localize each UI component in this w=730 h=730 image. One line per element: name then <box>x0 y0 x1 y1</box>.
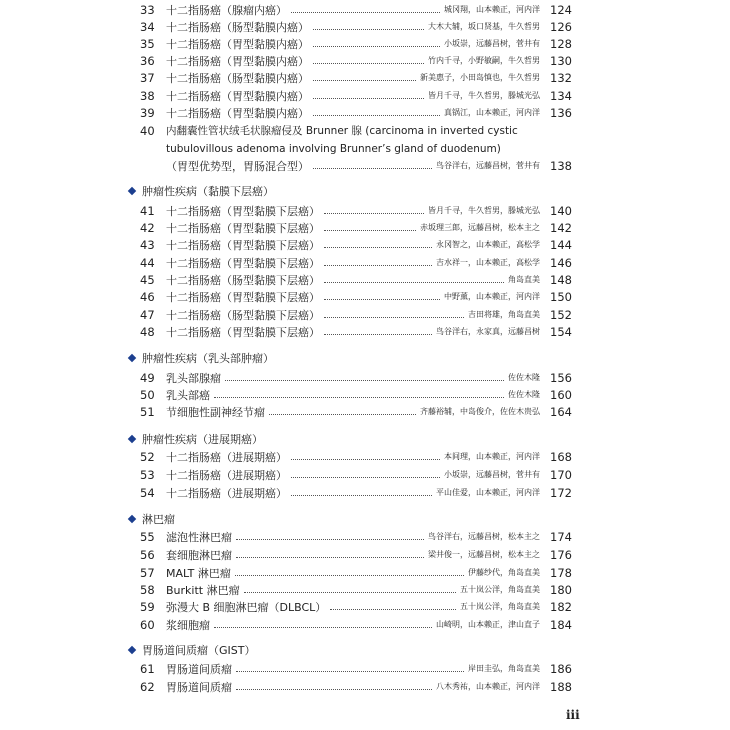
entry-title: 十二指肠癌（肠型黏膜内癌） <box>166 20 309 34</box>
entry-page: 164 <box>550 404 572 419</box>
section-title: 淋巴瘤 <box>142 513 175 526</box>
entry-authors: 八木秀祐，山本赖正，河内洋 <box>436 682 540 691</box>
section-heading <box>129 431 263 447</box>
entry-authors: 角岛直美 <box>508 275 540 284</box>
entry-title-line2: tubulovillous adenoma involving Brunner’s gland of duodenum) <box>166 142 501 155</box>
toc-entry[interactable] <box>140 678 572 695</box>
entry-number: 39 <box>140 105 155 120</box>
section-title: 胃肠道间质瘤（GIST） <box>142 644 256 657</box>
entry-title: 十二指肠癌（胃型黏膜下层癌） <box>166 325 320 339</box>
dot-leader <box>236 539 424 540</box>
entry-page: 126 <box>550 19 572 34</box>
entry-title: 十二指肠癌（胃型黏膜下层癌） <box>166 256 320 270</box>
dot-leader <box>225 380 504 381</box>
entry-title: 弥漫大 B 细胞淋巴瘤（DLBCL） <box>166 600 327 614</box>
dot-leader <box>324 282 504 283</box>
entry-title: 乳头部癌 <box>166 388 210 402</box>
entry-title: 十二指肠癌（胃型黏膜内癌） <box>166 89 309 103</box>
toc-entry[interactable] <box>140 69 572 86</box>
entry-number: 50 <box>140 387 155 402</box>
entry-authors: 吉田将雄，角岛直美 <box>468 310 540 319</box>
toc-entry[interactable] <box>140 448 572 465</box>
entry-authors: 伊藤纱代，角岛直美 <box>468 568 540 577</box>
entry-number: 56 <box>140 547 155 562</box>
toc-entry[interactable] <box>140 581 572 598</box>
section-title: 肿瘤性疾病（黏膜下层癌） <box>142 185 274 198</box>
entry-authors: 大木大辅，坂口贤基，牛久哲男 <box>428 22 540 31</box>
entry-title-line1: 内翻囊性管状绒毛状腺瘤侵及 Brunner 腺 (carcinoma in inverted cystic <box>166 125 518 137</box>
toc-entry[interactable] <box>140 1 572 18</box>
toc-entry-continuation <box>166 157 572 174</box>
entry-number: 55 <box>140 529 155 544</box>
entry-page: 146 <box>550 255 572 270</box>
section-heading <box>129 511 175 527</box>
dot-leader <box>324 265 432 266</box>
entry-authors: 山崎明，山本赖正，津山直子 <box>436 620 540 629</box>
entry-number: 62 <box>140 679 155 694</box>
entry-number: 52 <box>140 449 155 464</box>
entry-title: 十二指肠癌（胃型黏膜内癌） <box>166 106 309 120</box>
entry-title: 十二指肠癌（胃型黏膜下层癌） <box>166 238 320 252</box>
entry-page: 184 <box>550 617 572 632</box>
section-heading <box>129 183 274 199</box>
toc-entry[interactable] <box>140 660 572 677</box>
entry-number: 49 <box>140 370 155 385</box>
entry-title: 十二指肠癌（胃型黏膜下层癌） <box>166 290 320 304</box>
dot-leader <box>313 168 432 169</box>
dot-leader <box>291 495 432 496</box>
dot-leader <box>291 459 440 460</box>
entry-title: 十二指肠癌（肠型黏膜下层癌） <box>166 273 320 287</box>
entry-page: 144 <box>550 237 572 252</box>
dot-leader <box>313 46 440 47</box>
entry-authors: 永冈智之，山本赖正，高松学 <box>436 240 540 249</box>
dot-leader <box>313 115 440 116</box>
entry-page: 132 <box>550 70 572 85</box>
entry-number: 46 <box>140 289 155 304</box>
entry-authors: 梁井俊一，远藤昌树，松本主之 <box>428 550 540 559</box>
toc-entry[interactable] <box>140 254 572 271</box>
entry-authors: 齐藤裕辅，中岛俊介，佐佐木贵弘 <box>420 407 540 416</box>
entry-title: 十二指肠癌（进展期癌） <box>166 468 287 482</box>
entry-title: 十二指肠癌（肠型黏膜下层癌） <box>166 308 320 322</box>
entry-page: 152 <box>550 307 572 322</box>
entry-number: 36 <box>140 53 155 68</box>
dot-leader <box>313 98 424 99</box>
entry-title: 十二指肠癌（胃型黏膜下层癌） <box>166 204 320 218</box>
entry-page: 180 <box>550 582 572 597</box>
entry-authors: 皆月千寻，牛久哲男，滕城光弘 <box>428 206 540 215</box>
dot-leader <box>313 80 416 81</box>
entry-authors: 五十岚公洋，角岛直美 <box>460 602 540 611</box>
dot-leader <box>324 299 440 300</box>
toc-entry[interactable] <box>140 386 572 403</box>
entry-title: 节细胞性副神经节瘤 <box>166 405 265 419</box>
toc-entry[interactable] <box>140 369 572 386</box>
entry-authors: 本间理，山本赖正，河内洋 <box>444 452 540 461</box>
entry-title: 十二指肠癌（肠型黏膜内癌） <box>166 71 309 85</box>
entry-page: 150 <box>550 289 572 304</box>
dot-leader <box>214 397 504 398</box>
entry-page: 124 <box>550 2 572 17</box>
entry-authors: 中野薰，山本赖正，河内洋 <box>444 292 540 301</box>
entry-page: 176 <box>550 547 572 562</box>
section-heading <box>129 642 255 658</box>
diamond-bullet-icon <box>128 187 136 195</box>
entry-page: 128 <box>550 36 572 51</box>
entry-authors: 鸟谷洋右，远藤昌树，松本主之 <box>428 532 540 541</box>
entry-title: 胃肠道间质瘤 <box>166 662 232 676</box>
entry-page: 138 <box>550 158 572 173</box>
entry-authors: 真锅江，山本赖正，河内洋 <box>444 108 540 117</box>
entry-number: 58 <box>140 582 155 597</box>
entry-page: 178 <box>550 565 572 580</box>
entry-authors: 吉水祥一，山本赖正，高松学 <box>436 258 540 267</box>
entry-page: 160 <box>550 387 572 402</box>
section-title: 肿瘤性疾病（进展期癌） <box>142 433 263 446</box>
toc-entry-continuation <box>166 140 572 157</box>
entry-authors: 皆月千寻，牛久哲男，滕城光弘 <box>428 91 540 100</box>
toc-entry-multiline[interactable] <box>140 122 572 139</box>
toc-entry[interactable] <box>140 202 572 219</box>
entry-number: 48 <box>140 324 155 339</box>
entry-number: 60 <box>140 617 155 632</box>
dot-leader <box>324 230 416 231</box>
toc-entry[interactable] <box>140 598 572 615</box>
entry-number: 40 <box>140 123 155 138</box>
entry-number: 47 <box>140 307 155 322</box>
entry-authors: 鸟谷洋右，远藤昌树，菅井有 <box>436 161 540 170</box>
dot-leader <box>236 557 424 558</box>
entry-number: 34 <box>140 19 155 34</box>
dot-leader <box>313 29 424 30</box>
entry-page: 168 <box>550 449 572 464</box>
entry-authors: 五十岚公洋，角岛直美 <box>460 585 540 594</box>
entry-authors: 佐佐木隆 <box>508 373 540 382</box>
toc-entry[interactable] <box>140 323 572 340</box>
dot-leader <box>235 575 464 576</box>
entry-title-line3: （胃型优势型，胃肠混合型） <box>166 159 309 173</box>
dot-leader <box>269 414 416 415</box>
entry-title: Burkitt 淋巴瘤 <box>166 583 240 597</box>
entry-page: 188 <box>550 679 572 694</box>
entry-number: 42 <box>140 220 155 235</box>
entry-number: 43 <box>140 237 155 252</box>
entry-page: 148 <box>550 272 572 287</box>
entry-authors: 城冈翔，山本赖正，河内洋 <box>444 5 540 14</box>
entry-title: 十二指肠癌（胃型黏膜内癌） <box>166 54 309 68</box>
entry-authors: 佐佐木隆 <box>508 390 540 399</box>
dot-leader <box>330 609 456 610</box>
dot-leader <box>236 671 464 672</box>
diamond-bullet-icon <box>128 515 136 523</box>
entry-title: 滤泡性淋巴瘤 <box>166 530 232 544</box>
toc-entry[interactable] <box>140 528 572 545</box>
entry-authors: 新美惠子，小田岛慎也，牛久哲男 <box>420 73 540 82</box>
toc-entry[interactable] <box>140 564 572 581</box>
toc-entry[interactable] <box>140 616 572 633</box>
entry-title: 乳头部腺瘤 <box>166 371 221 385</box>
entry-number: 51 <box>140 404 155 419</box>
dot-leader <box>244 592 456 593</box>
entry-page: 134 <box>550 88 572 103</box>
entry-page: 186 <box>550 661 572 676</box>
entry-page: 142 <box>550 220 572 235</box>
entry-page: 174 <box>550 529 572 544</box>
entry-title: 套细胞淋巴瘤 <box>166 548 232 562</box>
toc-entry[interactable] <box>140 403 572 420</box>
entry-number: 35 <box>140 36 155 51</box>
diamond-bullet-icon <box>128 435 136 443</box>
entry-page: 140 <box>550 203 572 218</box>
entry-number: 38 <box>140 88 155 103</box>
toc-entry[interactable] <box>140 466 572 483</box>
entry-number: 54 <box>140 485 155 500</box>
entry-title: 十二指肠癌（进展期癌） <box>166 450 287 464</box>
entry-number: 33 <box>140 2 155 17</box>
entry-page: 182 <box>550 599 572 614</box>
entry-title: 十二指肠癌（胃型黏膜内癌） <box>166 37 309 51</box>
toc-entry[interactable] <box>140 18 572 35</box>
toc-entry[interactable] <box>140 288 572 305</box>
entry-authors: 竹内千寻，小野敏嗣，牛久哲男 <box>428 56 540 65</box>
entry-number: 57 <box>140 565 155 580</box>
toc-entry[interactable] <box>140 219 572 236</box>
entry-number: 41 <box>140 203 155 218</box>
entry-number: 45 <box>140 272 155 287</box>
dot-leader <box>324 247 432 248</box>
dot-leader <box>291 12 440 13</box>
dot-leader <box>313 63 424 64</box>
entry-title: 十二指肠癌（进展期癌） <box>166 486 287 500</box>
entry-number: 61 <box>140 661 155 676</box>
entry-title: 十二指肠癌（胃型黏膜下层癌） <box>166 221 320 235</box>
toc-entry[interactable] <box>140 271 572 288</box>
entry-authors: 赤坂理三郎，远藤昌树，松本主之 <box>420 223 540 232</box>
dot-leader <box>324 213 424 214</box>
diamond-bullet-icon <box>128 646 136 654</box>
entry-number: 44 <box>140 255 155 270</box>
toc-entry[interactable] <box>140 236 572 253</box>
diamond-bullet-icon <box>128 354 136 362</box>
toc-entry[interactable] <box>140 306 572 323</box>
entry-title: 十二指肠癌（腺瘤内癌） <box>166 3 287 17</box>
page-number: iii <box>566 708 580 722</box>
entry-number: 59 <box>140 599 155 614</box>
entry-page: 136 <box>550 105 572 120</box>
entry-authors: 小坂崇，远藤昌树，菅井有 <box>444 470 540 479</box>
dot-leader <box>324 317 464 318</box>
entry-title: 胃肠道间质瘤 <box>166 680 232 694</box>
entry-authors: 小坂崇，远藤昌树，菅井有 <box>444 39 540 48</box>
dot-leader <box>324 334 432 335</box>
entry-page: 156 <box>550 370 572 385</box>
dot-leader <box>291 477 440 478</box>
section-title: 肿瘤性疾病（乳头部肿瘤） <box>142 352 274 365</box>
toc-entry[interactable] <box>140 87 572 104</box>
entry-page: 172 <box>550 485 572 500</box>
entry-page: 154 <box>550 324 572 339</box>
entry-title: 浆细胞瘤 <box>166 618 210 632</box>
entry-authors: 岸田圭弘，角岛直美 <box>468 664 540 673</box>
toc-entry[interactable] <box>140 546 572 563</box>
entry-page: 170 <box>550 467 572 482</box>
dot-leader <box>214 627 432 628</box>
entry-number: 53 <box>140 467 155 482</box>
toc-entry[interactable] <box>140 484 572 501</box>
toc-entry[interactable] <box>140 35 572 52</box>
section-heading <box>129 350 274 366</box>
entry-number: 37 <box>140 70 155 85</box>
toc-entry[interactable] <box>140 104 572 121</box>
dot-leader <box>236 689 432 690</box>
entry-title: MALT 淋巴瘤 <box>166 566 231 580</box>
entry-authors: 平山佳爱，山本赖正，河内洋 <box>436 488 540 497</box>
entry-page: 130 <box>550 53 572 68</box>
toc-entry[interactable] <box>140 52 572 69</box>
entry-authors: 鸟谷洋右，永家真，远藤昌树 <box>436 327 540 336</box>
